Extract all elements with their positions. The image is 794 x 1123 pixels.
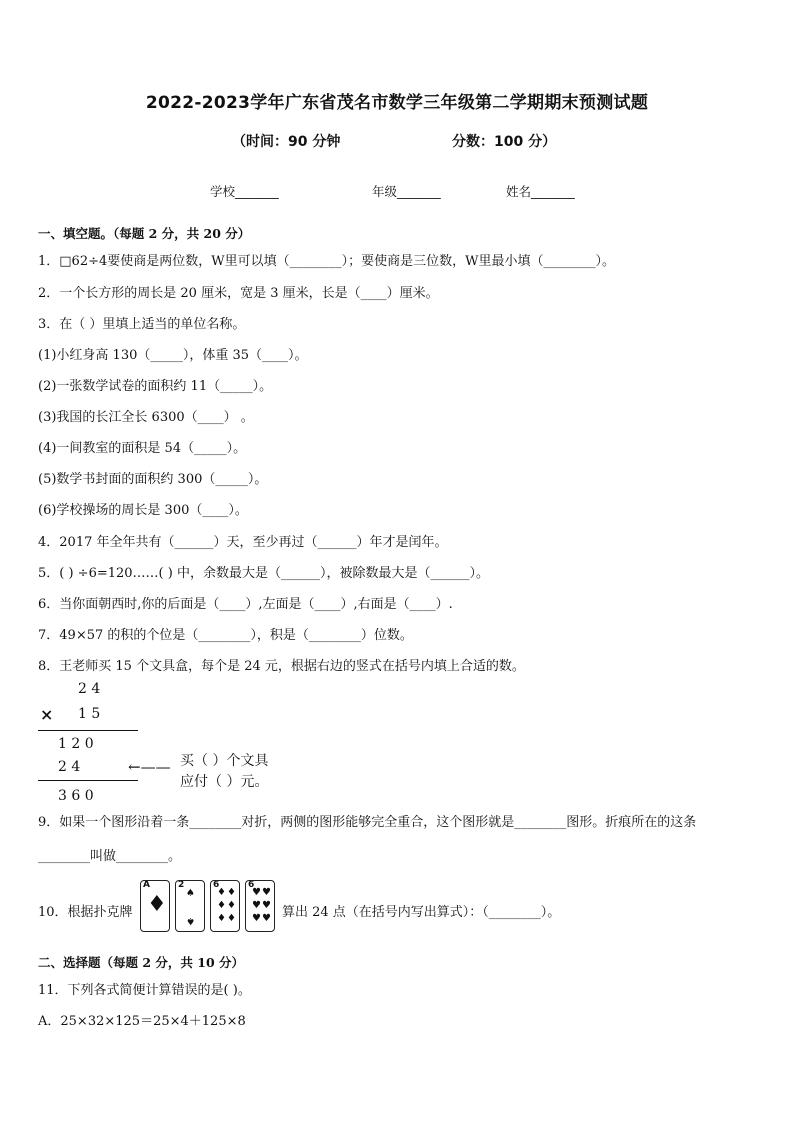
question-2: 2．一个长方形的周长是 20 厘米，宽是 3 厘米，长是（____）厘米。 xyxy=(38,286,439,301)
heart-icon: ♥ xyxy=(252,900,261,911)
heart-icon: ♥ xyxy=(262,887,271,898)
diamond-icon: ♦ xyxy=(217,887,226,898)
exam-score: 分数：100 分） xyxy=(452,134,557,150)
diamond-icon: ♦ xyxy=(227,887,236,898)
calc-row-4: 2 4 xyxy=(58,759,81,775)
question-3-1: (1)小红身高 130（_____），体重 35（____）。 xyxy=(38,348,308,363)
calc-row-5: 3 6 0 xyxy=(58,788,94,804)
question-3-6: (6)学校操场的周长是 300（____）。 xyxy=(38,503,248,518)
heart-icon: ♥ xyxy=(262,900,271,911)
pay-amount-text: 应付（ ）元。 xyxy=(180,774,269,790)
section-2-heading: 二、选择题（每题 2 分，共 10 分） xyxy=(38,955,245,970)
diamond-icon: ♦ xyxy=(227,900,236,911)
question-11-option-a[interactable]: A．25×32×125＝25×4＋125×8 xyxy=(38,1014,246,1029)
buy-count-text: 买（ ）个文具 xyxy=(180,753,269,769)
playing-card-2 xyxy=(175,880,205,932)
question-9-line-2: ________叫做________。 xyxy=(38,849,182,864)
spade-icon: ♠ xyxy=(186,915,195,926)
question-4: 4．2017 年全年共有（______）天，至少再过（______）年才是闰年。 xyxy=(38,535,448,550)
calc-row-3: 1 2 0 xyxy=(58,736,94,752)
name-field[interactable]: 姓名_______ xyxy=(506,184,575,199)
card-1-rank: A xyxy=(143,880,150,890)
question-3: 3．在（ ）里填上适当的单位名称。 xyxy=(38,317,246,332)
question-8: 8．王老师买 15 个文具盒，每个是 24 元，根据右边的竖式在括号内填上合适的数。 xyxy=(38,659,525,674)
question-3-2: (2)一张数学试卷的面积约 11（_____）。 xyxy=(38,379,273,394)
spade-icon: ♠ xyxy=(186,888,195,899)
question-5: 5．( ) ÷6=120……( ) 中，余数最大是（______），被除数最大是（______）。 xyxy=(38,566,489,581)
times-sign: × xyxy=(40,705,54,724)
playing-card-4 xyxy=(245,880,275,932)
card-4-rank: 6 xyxy=(248,880,255,890)
question-10-suffix: 算出 24 点（在括号内写出算式）：（________）。 xyxy=(282,905,561,920)
question-1: 1．□62÷4要使商是两位数，W里可以填（________）；要使商是三位数，W里最小填（________）。 xyxy=(38,254,615,269)
calc-row-1: 2 4 xyxy=(78,681,101,697)
question-6: 6．当你面朝西时,你的后面是（____）,左面是（____）,右面是（____）. xyxy=(38,597,453,612)
page-title: 2022-2023学年广东省茂名市数学三年级第二学期期末预测试题 xyxy=(145,93,649,113)
diamond-icon: ♦ xyxy=(147,892,167,917)
calc-line-1 xyxy=(38,730,138,731)
question-3-4: (4)一间教室的面积是 54（_____）。 xyxy=(38,441,247,456)
school-field[interactable]: 学校_______ xyxy=(210,184,279,199)
section-1-heading: 一、填空题。（每题 2 分，共 20 分） xyxy=(38,226,251,241)
question-11: 11．下列各式简便计算错误的是( )。 xyxy=(38,983,251,998)
calc-row-2: 1 5 xyxy=(78,706,101,722)
heart-icon: ♥ xyxy=(252,913,261,924)
arrow-icon: ←—— xyxy=(128,758,171,776)
playing-card-3 xyxy=(210,880,240,932)
exam-time: （时间：90 分钟 xyxy=(232,134,341,150)
heart-icon: ♥ xyxy=(252,887,261,898)
card-2-rank: 2 xyxy=(178,880,185,890)
question-10-prefix: 10．根据扑克牌 xyxy=(38,905,133,920)
question-3-3: (3)我国的长江全长 6300（____） 。 xyxy=(38,410,254,425)
card-3-rank: 6 xyxy=(213,880,220,890)
question-7: 7．49×57 的积的个位是（________），积是（________）位数。 xyxy=(38,628,413,643)
diamond-icon: ♦ xyxy=(217,900,226,911)
diamond-icon: ♦ xyxy=(227,913,236,924)
playing-card-1 xyxy=(140,880,170,932)
heart-icon: ♥ xyxy=(262,913,271,924)
grade-field[interactable]: 年级_______ xyxy=(372,184,441,199)
question-9-line-1: 9．如果一个图形沿着一条________对折，两侧的图形能够完全重合，这个图形就是________图形。折痕所在的这条 xyxy=(38,815,697,830)
calc-line-2 xyxy=(38,780,138,781)
question-3-5: (5)数学书封面的面积约 300（_____）。 xyxy=(38,472,268,487)
diamond-icon: ♦ xyxy=(217,913,226,924)
